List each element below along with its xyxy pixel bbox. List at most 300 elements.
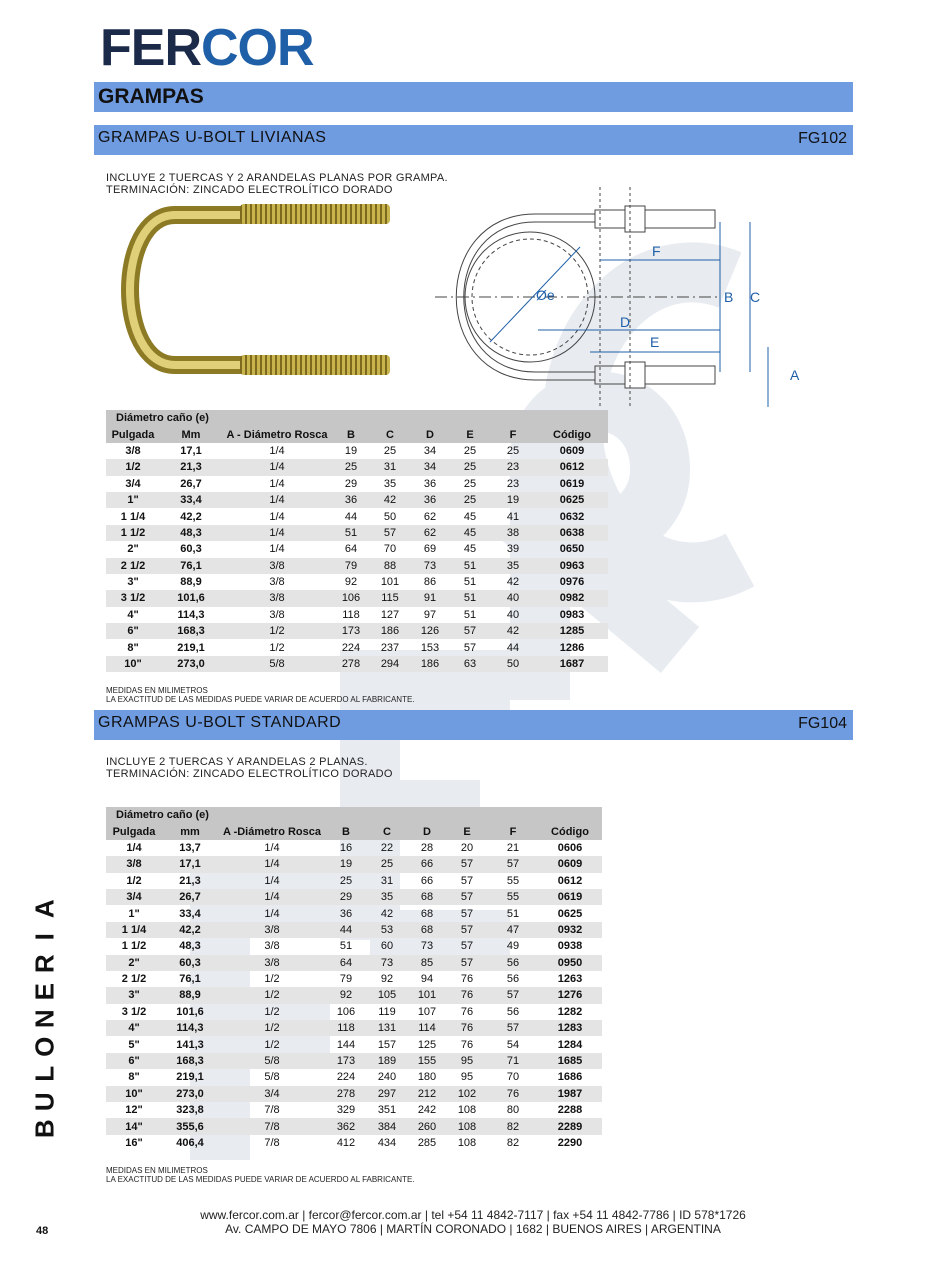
table-cell: 97 bbox=[423, 608, 437, 621]
side-label bbox=[30, 895, 60, 1143]
table-cell: 25 bbox=[450, 459, 490, 475]
table-cell: 10" bbox=[106, 656, 160, 672]
column-header: E bbox=[446, 823, 488, 839]
table-cell: 189 bbox=[366, 1053, 408, 1069]
table-row bbox=[106, 873, 602, 889]
table-cell: 42,2 bbox=[180, 510, 202, 523]
table-cell: 114,3 bbox=[162, 1020, 218, 1036]
table-cell: 8" bbox=[128, 1071, 140, 1084]
table-cell: 31 bbox=[380, 874, 394, 887]
table-cell: 285 bbox=[417, 1137, 437, 1149]
column-header: Pulgada bbox=[106, 823, 162, 839]
standard-notes bbox=[106, 756, 393, 780]
table-cell: 7/8 bbox=[218, 1118, 326, 1134]
table-cell: 44 bbox=[344, 510, 358, 523]
table-row bbox=[106, 922, 602, 938]
table-cell: 82 bbox=[488, 1118, 538, 1134]
livianas-title: GRAMPAS U-BOLT LIVIANAS bbox=[98, 129, 327, 146]
table-cell: 86 bbox=[423, 576, 437, 589]
table-cell: 76 bbox=[488, 1086, 538, 1102]
table-cell: 273,0 bbox=[160, 656, 222, 672]
table-cell: 34 bbox=[423, 444, 437, 457]
table-cell: 1/4 bbox=[269, 444, 285, 457]
table-cell: 70 bbox=[383, 543, 397, 556]
table-cell: 294 bbox=[370, 656, 410, 672]
table-cell: 42,2 bbox=[162, 922, 218, 938]
standard-title: GRAMPAS U-BOLT STANDARD bbox=[98, 714, 342, 731]
table-cell: 38 bbox=[490, 525, 536, 541]
table-cell: 102 bbox=[446, 1086, 488, 1102]
table-cell: 41 bbox=[506, 510, 520, 523]
table-row bbox=[106, 955, 602, 971]
table-cell: 29 bbox=[344, 477, 358, 490]
table-cell: 7/8 bbox=[264, 1137, 280, 1149]
table-cell: 17,1 bbox=[180, 444, 202, 457]
table-cell: 10" bbox=[106, 1086, 162, 1102]
table-cell: 3/4 bbox=[218, 1086, 326, 1102]
table-cell: 60,3 bbox=[162, 955, 218, 971]
table-cell: 6" bbox=[106, 623, 160, 639]
table-cell: 95 bbox=[446, 1053, 488, 1069]
table-cell: 1687 bbox=[536, 656, 608, 672]
table-cell: 88,9 bbox=[180, 576, 202, 589]
table-cell: 57 bbox=[460, 907, 474, 920]
table-cell: 108 bbox=[457, 1104, 477, 1117]
table-cell: 88 bbox=[370, 558, 410, 574]
table-cell: 16 bbox=[339, 841, 353, 854]
table-cell: 36 bbox=[410, 492, 450, 508]
table-row bbox=[106, 508, 608, 524]
table-cell: 2" bbox=[127, 543, 139, 556]
ubolt-technical-drawing bbox=[430, 182, 810, 412]
table-cell: 57 bbox=[446, 955, 488, 971]
column-header: C bbox=[370, 426, 410, 442]
table-row bbox=[106, 1086, 602, 1102]
table-cell: 73 bbox=[420, 940, 434, 953]
table-cell: 3/8 bbox=[218, 955, 326, 971]
table-cell: 35 bbox=[490, 558, 536, 574]
table-cell: 21,3 bbox=[160, 459, 222, 475]
column-header: A -Diámetro Rosca bbox=[218, 823, 326, 839]
table-cell: 71 bbox=[488, 1053, 538, 1069]
table-cell: 0625 bbox=[536, 492, 608, 508]
table-cell: 19 bbox=[490, 492, 536, 508]
table-cell: 114 bbox=[408, 1020, 446, 1036]
table-cell: 14" bbox=[106, 1118, 162, 1134]
table-cell: 60 bbox=[380, 940, 394, 953]
livianas-header-bar bbox=[94, 125, 853, 155]
table-cell: 92 bbox=[326, 987, 366, 1003]
table-row bbox=[106, 623, 608, 639]
table-cell: 240 bbox=[377, 1071, 397, 1084]
table-cell: 180 bbox=[417, 1071, 437, 1084]
table-cell: 297 bbox=[366, 1086, 408, 1102]
column-header: F bbox=[488, 823, 538, 839]
livianas-notes bbox=[106, 172, 448, 196]
table-cell: 19 bbox=[344, 444, 358, 457]
table-cell: 0619 bbox=[559, 477, 585, 490]
table-cell: 0932 bbox=[538, 922, 602, 938]
table-cell: 12" bbox=[125, 1104, 143, 1117]
livianas-note-2: TERMINACIÓN: ZINCADO ELECTROLÍTICO DORADO bbox=[106, 184, 393, 196]
diagram-label-oe: Øe bbox=[536, 287, 555, 303]
table-cell: 3 1/2 bbox=[121, 1005, 147, 1018]
table-cell: 108 bbox=[457, 1137, 477, 1149]
table-cell: 224 bbox=[336, 1071, 356, 1084]
standard-table-body bbox=[106, 840, 602, 1151]
table-cell: 44 bbox=[506, 641, 520, 654]
table-cell: 1/2 bbox=[222, 623, 332, 639]
table-cell: 1282 bbox=[557, 1005, 583, 1018]
table-cell: 1283 bbox=[538, 1020, 602, 1036]
table-cell: 329 bbox=[336, 1104, 356, 1117]
diagram-label-f: F bbox=[652, 243, 661, 259]
column-header: Código bbox=[538, 823, 602, 839]
column-header: D bbox=[410, 426, 450, 442]
table-cell: 434 bbox=[377, 1137, 397, 1149]
table-row bbox=[106, 905, 602, 921]
table-cell: 105 bbox=[366, 987, 408, 1003]
table-cell: 1/4 bbox=[269, 477, 285, 490]
table-row bbox=[106, 558, 608, 574]
livianas-footnotes bbox=[106, 686, 415, 704]
table-cell: 28 bbox=[420, 841, 434, 854]
table-cell: 0632 bbox=[559, 510, 585, 523]
table-cell: 92 bbox=[344, 576, 358, 589]
side-letter: O bbox=[29, 1036, 60, 1057]
table-cell: 79 bbox=[339, 973, 353, 986]
table-cell: 31 bbox=[370, 459, 410, 475]
table-cell: 107 bbox=[417, 1005, 437, 1018]
table-row bbox=[106, 476, 608, 492]
livianas-table-body bbox=[106, 443, 608, 672]
table-cell: 2288 bbox=[557, 1104, 583, 1117]
column-header: F bbox=[490, 426, 536, 442]
table-cell: 50 bbox=[383, 510, 397, 523]
table-cell: 1/4 bbox=[222, 459, 332, 475]
table-cell: 168,3 bbox=[160, 623, 222, 639]
table-cell: 101,6 bbox=[176, 1005, 204, 1018]
table-cell: 0612 bbox=[557, 874, 583, 887]
table-row bbox=[106, 639, 608, 655]
table-cell: 20 bbox=[460, 841, 474, 854]
livianas-foot-1: MEDIDAS EN MILIMETROS bbox=[106, 686, 208, 695]
table-cell: 57 bbox=[446, 856, 488, 872]
table-cell: 95 bbox=[460, 1071, 474, 1084]
table-cell: 278 bbox=[326, 1086, 366, 1102]
table-cell: 88,9 bbox=[162, 987, 218, 1003]
table-cell: 3 1/2 bbox=[106, 590, 160, 606]
table-cell: 33,4 bbox=[160, 492, 222, 508]
table-cell: 25 bbox=[463, 444, 477, 457]
standard-header-group: Diámetro caño (e) bbox=[106, 807, 602, 823]
table-cell: 70 bbox=[506, 1071, 520, 1084]
table-cell: 68 bbox=[408, 889, 446, 905]
table-cell: 21 bbox=[506, 841, 520, 854]
table-cell: 68 bbox=[420, 907, 434, 920]
table-cell: 25 bbox=[332, 459, 370, 475]
table-cell: 57 bbox=[488, 1020, 538, 1036]
table-row bbox=[106, 987, 602, 1003]
table-cell: 2290 bbox=[557, 1137, 583, 1149]
table-cell: 94 bbox=[420, 973, 434, 986]
table-cell: 219,1 bbox=[176, 1071, 204, 1084]
table-cell: 3" bbox=[106, 987, 162, 1003]
table-cell: 21,3 bbox=[179, 874, 201, 887]
table-cell: 3/4 bbox=[125, 477, 141, 490]
table-cell: 8" bbox=[127, 641, 139, 654]
table-cell: 3/8 bbox=[218, 922, 326, 938]
table-cell: 260 bbox=[408, 1118, 446, 1134]
table-cell: 0650 bbox=[559, 543, 585, 556]
livianas-note-1: INCLUYE 2 TUERCAS Y 2 ARANDELAS PLANAS POR GRAMPA. bbox=[106, 172, 448, 184]
table-cell: 1 1/4 bbox=[120, 510, 146, 523]
table-cell: 0609 bbox=[538, 856, 602, 872]
table-cell: 173 bbox=[332, 623, 370, 639]
table-cell: 384 bbox=[366, 1118, 408, 1134]
table-cell: 1/2 bbox=[264, 1038, 280, 1051]
table-cell: 131 bbox=[366, 1020, 408, 1036]
table-cell: 153 bbox=[420, 641, 440, 654]
table-cell: 82 bbox=[506, 1137, 520, 1149]
table-cell: 26,7 bbox=[162, 889, 218, 905]
table-cell: 5" bbox=[128, 1038, 140, 1051]
table-cell: 64 bbox=[344, 543, 358, 556]
table-cell: 25 bbox=[366, 856, 408, 872]
livianas-code: FG102 bbox=[798, 130, 847, 147]
table-cell: 2 1/2 bbox=[121, 973, 147, 986]
table-cell: 62 bbox=[410, 525, 450, 541]
table-cell: 1/4 bbox=[269, 543, 285, 556]
table-cell: 186 bbox=[370, 623, 410, 639]
table-cell: 0619 bbox=[538, 889, 602, 905]
logo-part-2: COR bbox=[201, 19, 314, 77]
table-cell: 85 bbox=[408, 955, 446, 971]
table-cell: 1/2 bbox=[264, 973, 280, 986]
table-cell: 1276 bbox=[538, 987, 602, 1003]
table-cell: 62 bbox=[423, 510, 437, 523]
table-cell: 108 bbox=[446, 1118, 488, 1134]
table-cell: 25 bbox=[339, 874, 353, 887]
table-row bbox=[106, 443, 608, 459]
table-cell: 56 bbox=[506, 973, 520, 986]
ubolt-photo bbox=[100, 195, 400, 385]
table-cell: 45 bbox=[463, 543, 477, 556]
table-cell: 80 bbox=[506, 1104, 520, 1117]
livianas-column-headers bbox=[106, 426, 608, 442]
table-cell: 0950 bbox=[538, 955, 602, 971]
table-cell: 17,1 bbox=[162, 856, 218, 872]
table-cell: 57 bbox=[446, 922, 488, 938]
side-letter: L bbox=[29, 1065, 60, 1082]
livianas-header-group: Diámetro caño (e) bbox=[106, 410, 608, 426]
footer-address: Av. CAMPO DE MAYO 7806 | MARTÍN CORONADO | 1682 | BUENOS AIRES | ARGENTINA bbox=[225, 1222, 721, 1236]
table-cell: 0638 bbox=[536, 525, 608, 541]
table-cell: 57 bbox=[446, 889, 488, 905]
table-cell: 219,1 bbox=[177, 641, 205, 654]
table-cell: 157 bbox=[377, 1038, 397, 1051]
page-number: 48 bbox=[36, 1225, 49, 1237]
side-letter: E bbox=[29, 982, 60, 1000]
table-cell: 1/2 bbox=[218, 987, 326, 1003]
table-cell: 13,7 bbox=[179, 841, 201, 854]
table-cell: 186 bbox=[410, 656, 450, 672]
table-cell: 25 bbox=[506, 444, 520, 457]
table-row bbox=[106, 971, 602, 987]
table-cell: 68 bbox=[408, 922, 446, 938]
table-cell: 1/4 bbox=[222, 492, 332, 508]
table-cell: 76 bbox=[446, 987, 488, 1003]
table-cell: 48,3 bbox=[179, 940, 201, 953]
diagram-label-b: B bbox=[724, 289, 734, 305]
diagram-label-e: E bbox=[650, 334, 660, 350]
table-cell: 40 bbox=[490, 590, 536, 606]
standard-column-headers bbox=[106, 823, 602, 839]
table-row bbox=[106, 1036, 602, 1052]
table-cell: 1263 bbox=[557, 973, 583, 986]
table-cell: 5/8 bbox=[264, 1071, 280, 1084]
table-cell: 0976 bbox=[559, 576, 585, 589]
table-row bbox=[106, 938, 602, 954]
table-cell: 115 bbox=[370, 590, 410, 606]
table-cell: 412 bbox=[336, 1137, 356, 1149]
table-cell: 53 bbox=[366, 922, 408, 938]
table-cell: 126 bbox=[410, 623, 450, 639]
table-cell: 0982 bbox=[536, 590, 608, 606]
table-row bbox=[106, 1004, 602, 1020]
table-row bbox=[106, 840, 602, 856]
table-cell: 42 bbox=[506, 576, 520, 589]
table-cell: 0938 bbox=[557, 940, 583, 953]
table-cell: 0963 bbox=[536, 558, 608, 574]
standard-note-1: INCLUYE 2 TUERCAS Y ARANDELAS 2 PLANAS. bbox=[106, 756, 368, 768]
table-cell: 6" bbox=[106, 1053, 162, 1069]
table-cell: 66 bbox=[408, 856, 446, 872]
table-row bbox=[106, 525, 608, 541]
table-row bbox=[106, 541, 608, 557]
table-cell: 0612 bbox=[536, 459, 608, 475]
table-cell: 1286 bbox=[559, 641, 585, 654]
table-cell: 1 1/2 bbox=[121, 940, 147, 953]
side-letter: U bbox=[29, 1091, 60, 1111]
table-cell: 4" bbox=[127, 608, 139, 621]
table-cell: 1 1/4 bbox=[106, 922, 162, 938]
table-cell: 1/2 bbox=[106, 459, 160, 475]
table-cell: 1" bbox=[128, 907, 140, 920]
table-cell: 5/8 bbox=[222, 656, 332, 672]
table-cell: 4" bbox=[106, 1020, 162, 1036]
table-cell: 57 bbox=[370, 525, 410, 541]
table-cell: 92 bbox=[380, 973, 394, 986]
table-cell: 39 bbox=[506, 543, 520, 556]
livianas-table bbox=[106, 410, 608, 672]
table-cell: 57 bbox=[463, 641, 477, 654]
table-cell: 3/8 bbox=[125, 444, 141, 457]
table-cell: 51 bbox=[463, 608, 477, 621]
standard-foot-1: MEDIDAS EN MILIMETROS bbox=[106, 1166, 208, 1175]
table-cell: 2" bbox=[106, 955, 162, 971]
standard-foot-2: LA EXACTITUD DE LAS MEDIDAS PUEDE VARIAR DE ACUERDO AL FABRICANTE. bbox=[106, 1175, 415, 1184]
table-cell: 76,1 bbox=[160, 558, 222, 574]
table-cell: 25 bbox=[450, 492, 490, 508]
table-cell: 3/8 bbox=[222, 590, 332, 606]
table-cell: 141,3 bbox=[176, 1038, 204, 1051]
standard-footnotes bbox=[106, 1166, 415, 1184]
table-cell: 91 bbox=[410, 590, 450, 606]
table-cell: 3/8 bbox=[264, 940, 280, 953]
table-cell: 79 bbox=[332, 558, 370, 574]
column-header: mm bbox=[162, 823, 218, 839]
table-cell: 351 bbox=[377, 1104, 397, 1117]
table-cell: 49 bbox=[506, 940, 520, 953]
table-cell: 106 bbox=[332, 590, 370, 606]
diagram-label-c: C bbox=[750, 289, 761, 305]
column-header: B bbox=[332, 426, 370, 442]
table-cell: 51 bbox=[506, 907, 520, 920]
table-cell: 0609 bbox=[559, 444, 585, 457]
table-cell: 3/8 bbox=[106, 856, 162, 872]
table-cell: 144 bbox=[336, 1038, 356, 1051]
table-cell: 23 bbox=[490, 459, 536, 475]
table-cell: 1 1/2 bbox=[106, 525, 160, 541]
table-cell: 1987 bbox=[538, 1086, 602, 1102]
side-letter: A bbox=[29, 899, 60, 919]
table-cell: 50 bbox=[490, 656, 536, 672]
table-cell: 237 bbox=[380, 641, 400, 654]
table-cell: 76 bbox=[460, 1038, 474, 1051]
table-row bbox=[106, 856, 602, 872]
table-cell: 51 bbox=[450, 558, 490, 574]
table-cell: 114,3 bbox=[177, 608, 205, 621]
table-cell: 33,4 bbox=[179, 907, 201, 920]
table-cell: 44 bbox=[326, 922, 366, 938]
table-cell: 57 bbox=[488, 856, 538, 872]
table-row bbox=[106, 1102, 602, 1118]
table-cell: 45 bbox=[463, 510, 477, 523]
side-letter: R bbox=[29, 954, 60, 974]
table-cell: 51 bbox=[339, 940, 353, 953]
table-cell: 1/4 bbox=[264, 874, 280, 887]
table-cell: 57 bbox=[450, 623, 490, 639]
table-cell: 173 bbox=[326, 1053, 366, 1069]
diagram-label-d: D bbox=[620, 314, 631, 330]
table-cell: 2289 bbox=[538, 1118, 602, 1134]
table-row bbox=[106, 492, 608, 508]
table-row bbox=[106, 1135, 602, 1151]
table-cell: 3/8 bbox=[269, 608, 285, 621]
table-cell: 106 bbox=[336, 1005, 356, 1018]
column-header: B bbox=[326, 823, 366, 839]
table-cell: 125 bbox=[417, 1038, 437, 1051]
table-cell: 22 bbox=[380, 841, 394, 854]
table-cell: 42 bbox=[380, 907, 394, 920]
table-cell: 76,1 bbox=[179, 973, 201, 986]
table-cell: 1/2 bbox=[264, 1005, 280, 1018]
table-cell: 42 bbox=[370, 492, 410, 508]
table-cell: 1/4 bbox=[222, 525, 332, 541]
table-cell: 35 bbox=[383, 477, 397, 490]
table-cell: 127 bbox=[380, 608, 400, 621]
table-cell: 76 bbox=[460, 973, 474, 986]
table-cell: 323,8 bbox=[176, 1104, 204, 1117]
logo-part-1: FER bbox=[100, 19, 201, 77]
table-cell: 1/4 bbox=[264, 841, 280, 854]
table-cell: 73 bbox=[366, 955, 408, 971]
table-cell: 42 bbox=[490, 623, 536, 639]
standard-note-2: TERMINACIÓN: ZINCADO ELECTROLÍTICO DORADO bbox=[106, 768, 393, 780]
table-cell: 3/8 bbox=[269, 576, 285, 589]
table-cell: 1/4 bbox=[218, 856, 326, 872]
